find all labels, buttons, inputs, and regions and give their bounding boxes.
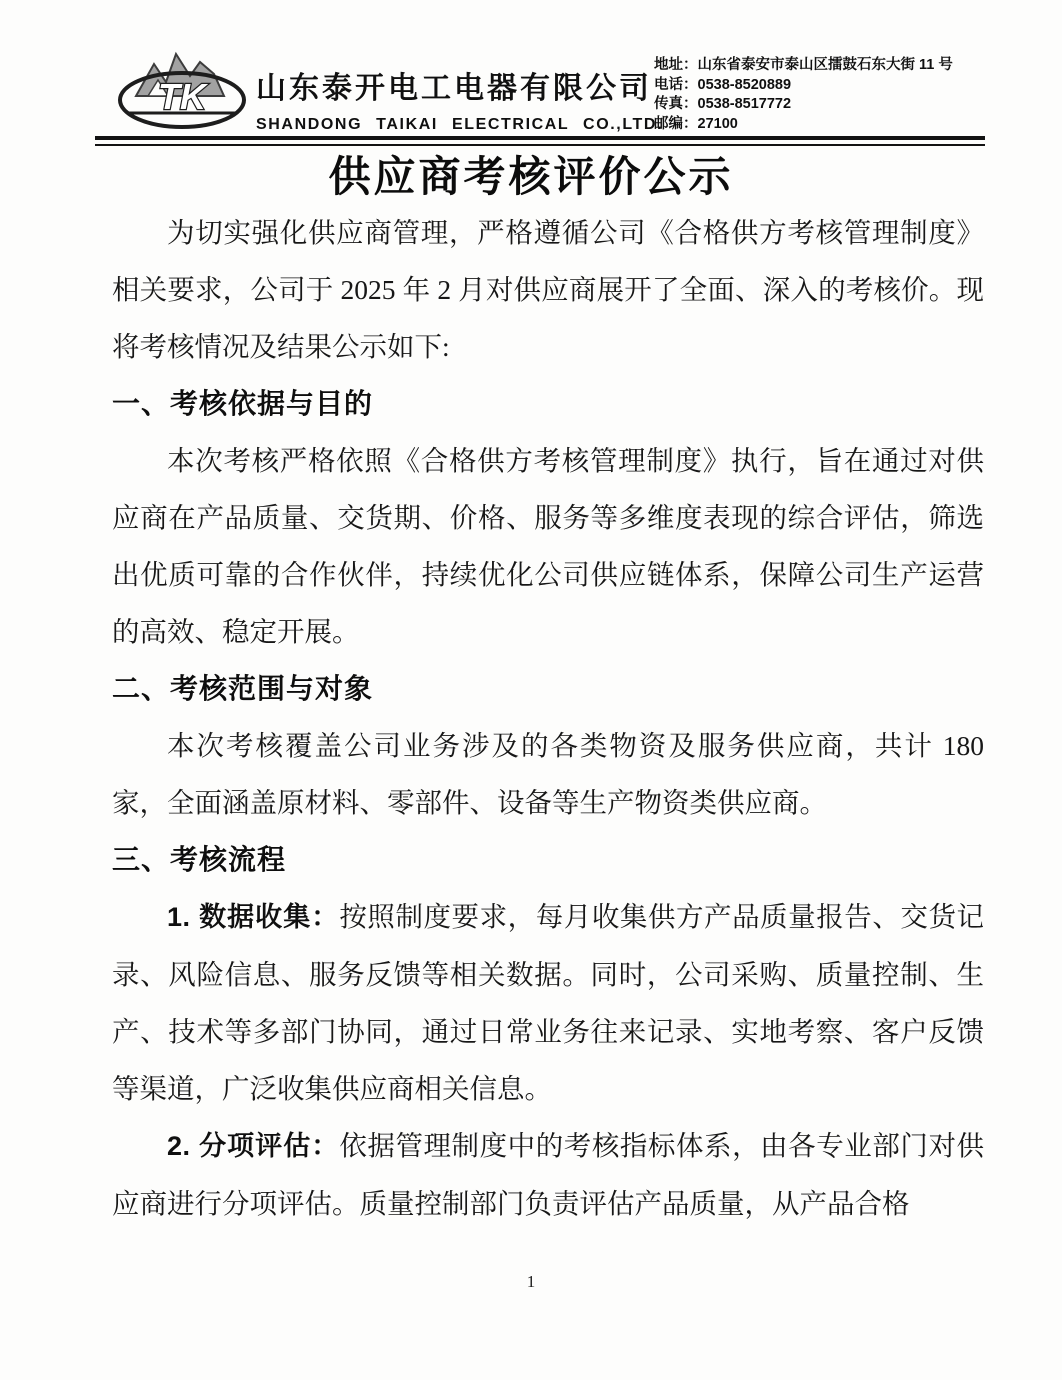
section-1-heading: 一、考核依据与目的 [112,388,374,419]
contact-zip [654,115,953,135]
process-item-2 [112,1117,984,1232]
company-name-block [256,63,663,134]
intro-paragraph: 为切实强化供应商管理，严格遵循公司《合格供方考核管理制度》相关要求，公司于 2025 年 2 月对供应商展开了全面、深入的考核价。现将考核情况及结果公示如下: [112,217,984,362]
contact-zip-label: 邮编： [654,115,698,132]
contact-fax [654,95,953,115]
company-name-en: SHANDONG TAIKAI ELECTRICAL CO.,LTD. [256,116,664,133]
company-name-cn: 山东泰开电工电器有限公司 [256,72,652,105]
process-item-1 [112,888,984,1117]
contact-address [654,56,953,76]
document-title: 供应商考核评价公示 [328,153,734,200]
process-item-1-text: 按照制度要求，每月收集供方产品质量报告、交货记录、风险信息、服务反馈等相关数据。同时，公司采购、质量控制、生产、技术等多部门协同，通过日常业务往来记录、实地考察、客户反馈等渠道，广泛收集供应商相关信息。 [112,901,984,1104]
contact-fax-value: 0538-8517772 [697,96,792,112]
document-body [112,204,984,1232]
contact-phone [654,76,953,96]
taikai-logo-icon [114,50,256,134]
contact-phone-value: 0538-8520889 [697,76,792,93]
section-2-paragraph: 本次考核覆盖公司业务涉及的各类物资及服务供应商，共计 180 家，全面涵盖原材料、零部件、设备等生产物资类供应商。 [112,730,984,818]
logo-letters: TK [158,76,206,117]
process-item-2-label: 2. 分项评估： [167,1131,340,1161]
section-1-paragraph: 本次考核严格依照《合格供方考核管理制度》执行，旨在通过对供应商在产品质量、交货期、价格、服务等多维度表现的综合评估，筛选出优质可靠的合作伙伴，持续优化公司供应链体系，保障公司生产运营的高效、稳定开展。 [112,445,984,647]
contact-info [654,56,953,134]
process-item-1-label: 1. 数据收集： [167,902,340,932]
section-2-heading: 二、考核范围与对象 [112,673,374,704]
contact-address-label: 地址： [654,57,698,73]
contact-address-value: 山东省泰安市泰山区擂鼓石东大街 11 号 [697,57,953,73]
contact-fax-label: 传真： [654,96,698,112]
contact-phone-label: 电话： [654,76,698,93]
section-3-heading: 三、考核流程 [112,844,287,875]
taikai-logo-graphic [114,50,256,134]
process-item-2-text: 依据管理制度中的考核指标体系，由各专业部门对供应商进行分项评估。质量控制部门负责评估产品质量，从产品合格 [112,1130,984,1219]
page-number: 1 [526,1272,536,1291]
contact-zip-value: 27100 [697,115,738,132]
